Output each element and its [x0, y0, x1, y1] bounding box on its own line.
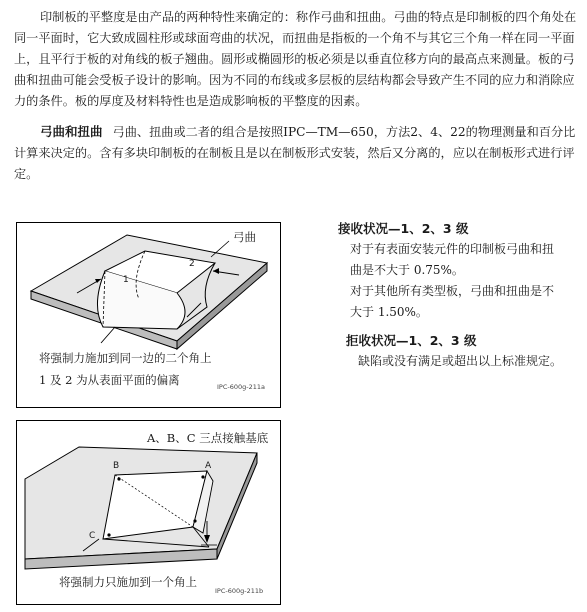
accept-line3: 对于其他所有类型板，弓曲和扭曲是不: [350, 284, 555, 298]
bow-label: 弓曲: [233, 230, 256, 244]
reject-section: [346, 330, 587, 372]
deviation-1-label: 1: [123, 275, 129, 285]
deviation-2-label: 2: [189, 259, 195, 269]
twist-figure: [16, 420, 281, 605]
twist-top-label: A、B、C 三点接触基底: [147, 431, 269, 445]
figure2-ref: IPC-600g-211b: [215, 587, 264, 595]
accept-section: [338, 218, 583, 323]
section-heading: 弓曲和扭曲: [40, 124, 103, 139]
corner-c-label: C: [89, 531, 96, 541]
accept-heading: 接收状况—1、2、3 级: [338, 221, 469, 236]
intro-paragraph: 印制板的平整度是由产品的两种特性来确定的：称作弓曲和扭曲。弓曲的特点是印制板的四个角处在同一平面时，它大致成圆柱形或球面弯曲的状况，而扭曲是指板的一个角不与其它三个角一样在同一平面上，且平行于板的对角线的板子翘曲。圆形或椭圆形的板必须是以垂直位移方向的最高点来测量。板的弓曲和扭曲可能会受板子设计的影响。因为不同的布线或多层板的层结构都会导致产生不同的应力和消除应力的条件。板的厚度及材料特性也是造成影响板的平整度的因素。: [14, 10, 577, 108]
corner-b-label: B: [113, 461, 120, 471]
corner-a-label: A: [205, 461, 212, 471]
accept-line2: 曲是不大于 0.75%。: [350, 263, 464, 277]
accept-line1: 对于有表面安装元件的印制板弓曲和扭: [350, 242, 555, 256]
bow-caption-line2: 1 及 2 为从表面平面的偏离: [39, 373, 180, 387]
reject-line1: 缺陷或没有满足或超出以上标准规定。: [358, 354, 563, 368]
bow-figure: [16, 222, 281, 408]
bow-twist-section: [14, 121, 580, 185]
section-body: 弓曲、扭曲或二者的组合是按照IPC—TM—650，方法2、4、22的物理测量和百分比计算来决定的。含有多块印制板的在制板且是以在制板形式安装，然后又分离的，应以在制板形式进行评定。: [14, 125, 576, 181]
reject-heading: 拒收状况—1、2、3 级: [346, 333, 477, 348]
twist-caption: 将强制力只施加到一个角上: [59, 575, 197, 589]
accept-line4: 大于 1.50%。: [350, 305, 428, 319]
bow-caption-line1: 将强制力施加到同一边的二个角上: [39, 351, 212, 365]
figure1-ref: IPC-600g-211a: [217, 383, 265, 391]
